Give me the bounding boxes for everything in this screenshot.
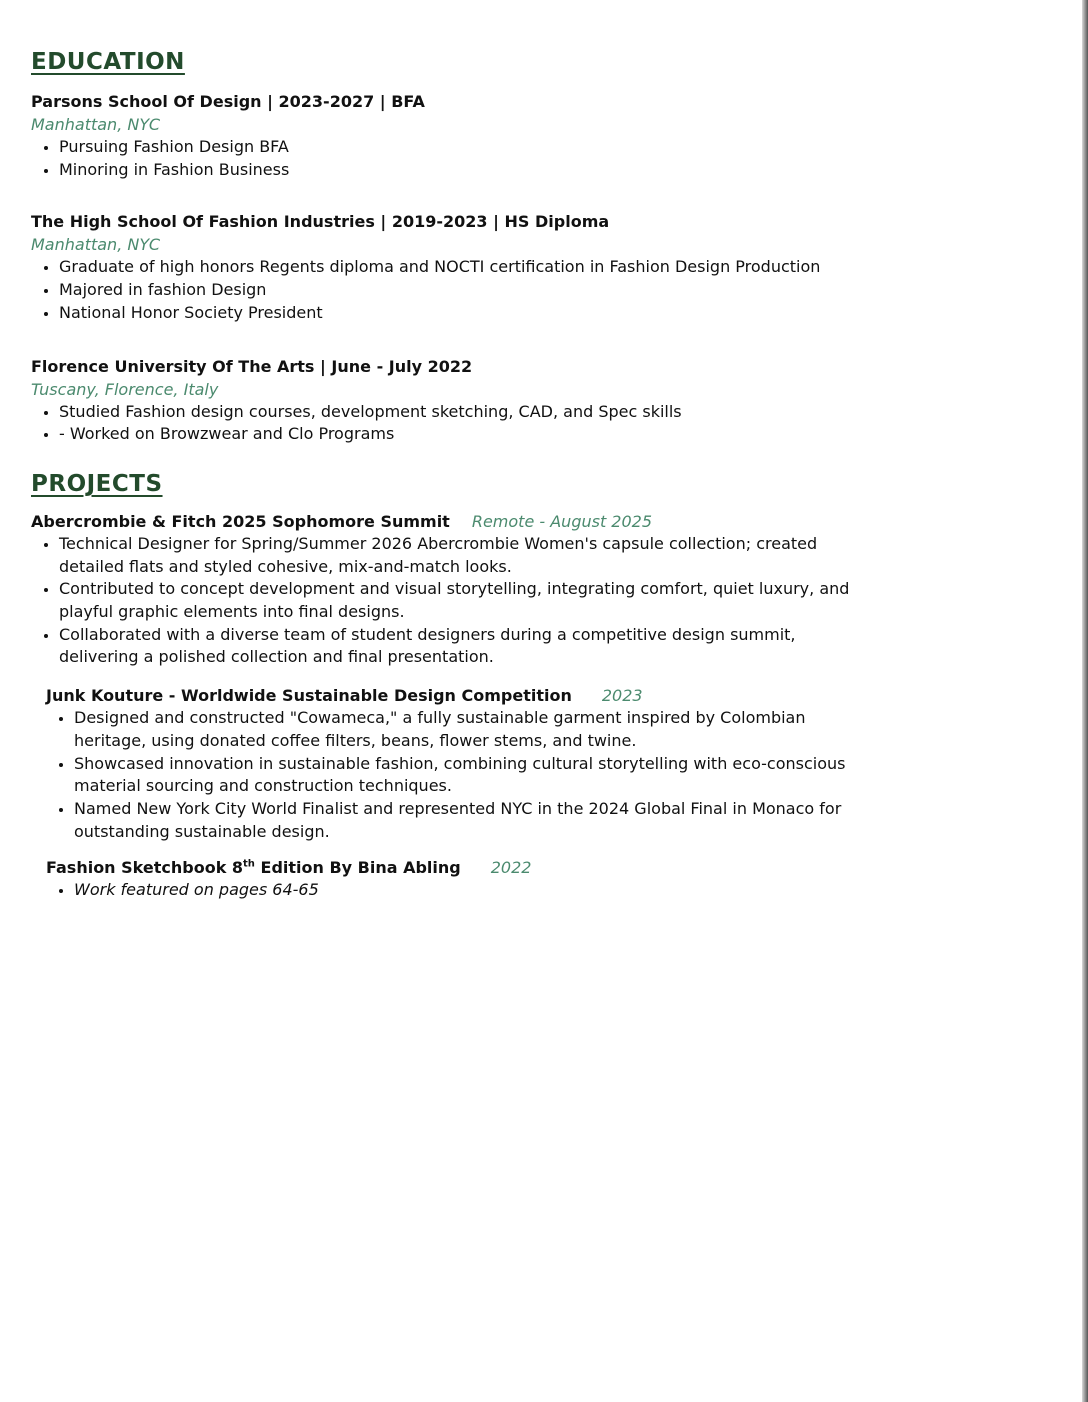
project-name: Junk Kouture - Worldwide Sustainable Design Competition (46, 686, 572, 706)
list-item: • Named New York City World Finalist and represented NYC in the 2024 Global Final in Monaco for outstanding sustainable design. (74, 798, 851, 843)
list-item: • Minoring in Fashion Business (59, 159, 851, 182)
list-item: • Pursuing Fashion Design BFA (59, 136, 851, 159)
education-bullets (31, 256, 851, 324)
projects-heading: PROJECTS (31, 470, 163, 497)
education-bullets (31, 401, 851, 446)
education-entry-location: Manhattan, NYC (31, 115, 160, 134)
list-item: • - Worked on Browzwear and Clo Programs (59, 423, 851, 446)
list-item: • National Honor Society President (59, 302, 851, 325)
project-bullets (31, 533, 851, 669)
list-item: • Majored in fashion Design (59, 279, 851, 302)
project-entry (31, 510, 851, 669)
education-entry-location: Manhattan, NYC (31, 235, 160, 255)
list-item: • Work featured on pages 64-65 (74, 879, 851, 902)
list-item: • Contributed to concept development and visual storytelling, integrating comfort, quiet luxury, and playful graphic elements into final designs. (59, 578, 851, 623)
project-entry-title (31, 510, 851, 533)
project-name-part: Edition By Bina Abling (254, 858, 461, 878)
project-entry (31, 684, 851, 843)
education-heading: EDUCATION (31, 49, 185, 75)
education-entry (31, 210, 851, 324)
education-entry (31, 90, 851, 181)
education-entry (31, 355, 851, 446)
project-name-part: Fashion Sketchbook 8 (46, 858, 244, 878)
project-entry-title (46, 856, 851, 879)
list-item: • Technical Designer for Spring/Summer 2026 Abercrombie Women's capsule collection; created detailed flats and styled cohesive, mix-and-match looks. (59, 533, 851, 578)
education-bullets (31, 136, 851, 181)
list-item: • Showcased innovation in sustainable fashion, combining cultural storytelling with eco-conscious material sourcing and construction techniques. (74, 753, 851, 798)
list-item: • Studied Fashion design courses, development sketching, CAD, and Spec skills (59, 401, 851, 424)
education-entry-location: Tuscany, Florence, Italy (31, 379, 219, 399)
education-entry-title: Florence University Of The Arts | June - July 2022 (31, 356, 473, 376)
project-date: Remote - August 2025 (471, 511, 653, 531)
project-date: 2023 (601, 686, 643, 706)
project-date: 2022 (490, 858, 532, 878)
list-item: • Graduate of high honors Regents diploma and NOCTI certification in Fashion Design Production (59, 256, 851, 279)
project-bullets (46, 879, 851, 902)
project-entry-title (46, 684, 851, 707)
project-bullets (46, 707, 851, 843)
list-item: • Collaborated with a diverse team of student designers during a competitive design summit, delivering a polished collection and final presentation. (59, 624, 851, 669)
ordinal-superscript: th (243, 859, 255, 871)
project-name (46, 858, 461, 877)
page-edge-scrollbar (1082, 0, 1088, 1402)
project-entry (31, 856, 851, 902)
education-entry-title: The High School Of Fashion Industries | 2019-2023 | HS Diploma (31, 212, 610, 232)
resume-page (31, 44, 851, 902)
education-entry-title: Parsons School Of Design | 2023-2027 | BFA (31, 92, 425, 111)
project-name: Abercrombie & Fitch 2025 Sophomore Summit (31, 511, 450, 531)
list-item: • Designed and constructed "Cowameca," a fully sustainable garment inspired by Colombian heritage, using donated coffee filters, beans, flower stems, and twine. (74, 707, 851, 752)
